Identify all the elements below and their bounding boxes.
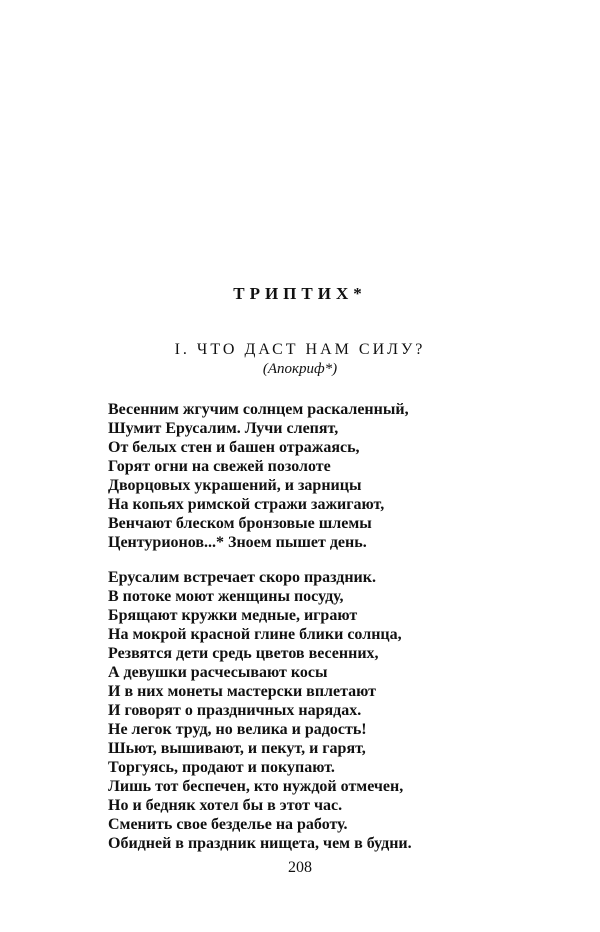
poem-line: Дворцовых украшений, и зарницы [108,477,362,494]
poem-line: От белых стен и башен отражаясь, [108,439,360,456]
page-title: ТРИПТИХ* [233,284,367,303]
poem-line: Обидней в праздник нищета, чем в будни. [108,835,412,852]
poem-line: Ерусалим встречает скоро праздник. [108,569,376,586]
poem-line: А девушки расчесывают косы [108,664,328,681]
page-number: 208 [288,859,312,876]
poem-line: Венчают блеском бронзовые шлемы [108,515,372,532]
poem-line: Центурионов...* Зноем пышет день. [108,534,367,551]
stanza-2 [108,568,412,853]
poem-line: Резвятся дети средь цветов весенних, [108,645,379,662]
poem-line: В потоке моют женщины посуду, [108,588,344,605]
poem-line: Не легок труд, но велика и радость! [108,721,367,738]
poem-line: Но и бедняк хотел бы в этот час. [108,797,343,814]
poem-line: Брящают кружки медные, играют [108,607,358,624]
poem-line: Торгуясь, продают и покупают. [108,759,335,776]
poem-line: И в них монеты мастерски вплетают [108,683,377,700]
poem-note: (Апокриф*) [262,361,338,377]
poem-line: На копьях римской стражи зажигают, [108,496,385,513]
poem-line: Шьют, вышивают, и пекут, и гарят, [108,740,366,757]
poem-heading: I. ЧТО ДАСТ НАМ СИЛУ? [174,341,426,358]
poem-line: И говорят о праздничных нарядах. [108,702,362,719]
poem-line: Лишь тот беспечен, кто нуждой отмечен, [108,778,404,795]
poem-line: Весенним жгучим солнцем раскаленный, [108,401,409,418]
stanza-1 [108,400,409,552]
poem-line: Сменить свое безделье на работу. [108,816,348,833]
poem-line: На мокрой красной глине блики солнца, [108,626,402,643]
poem-line: Горят огни на свежей позолоте [108,458,331,475]
poem-line: Шумит Ерусалим. Лучи слепят, [108,420,339,437]
